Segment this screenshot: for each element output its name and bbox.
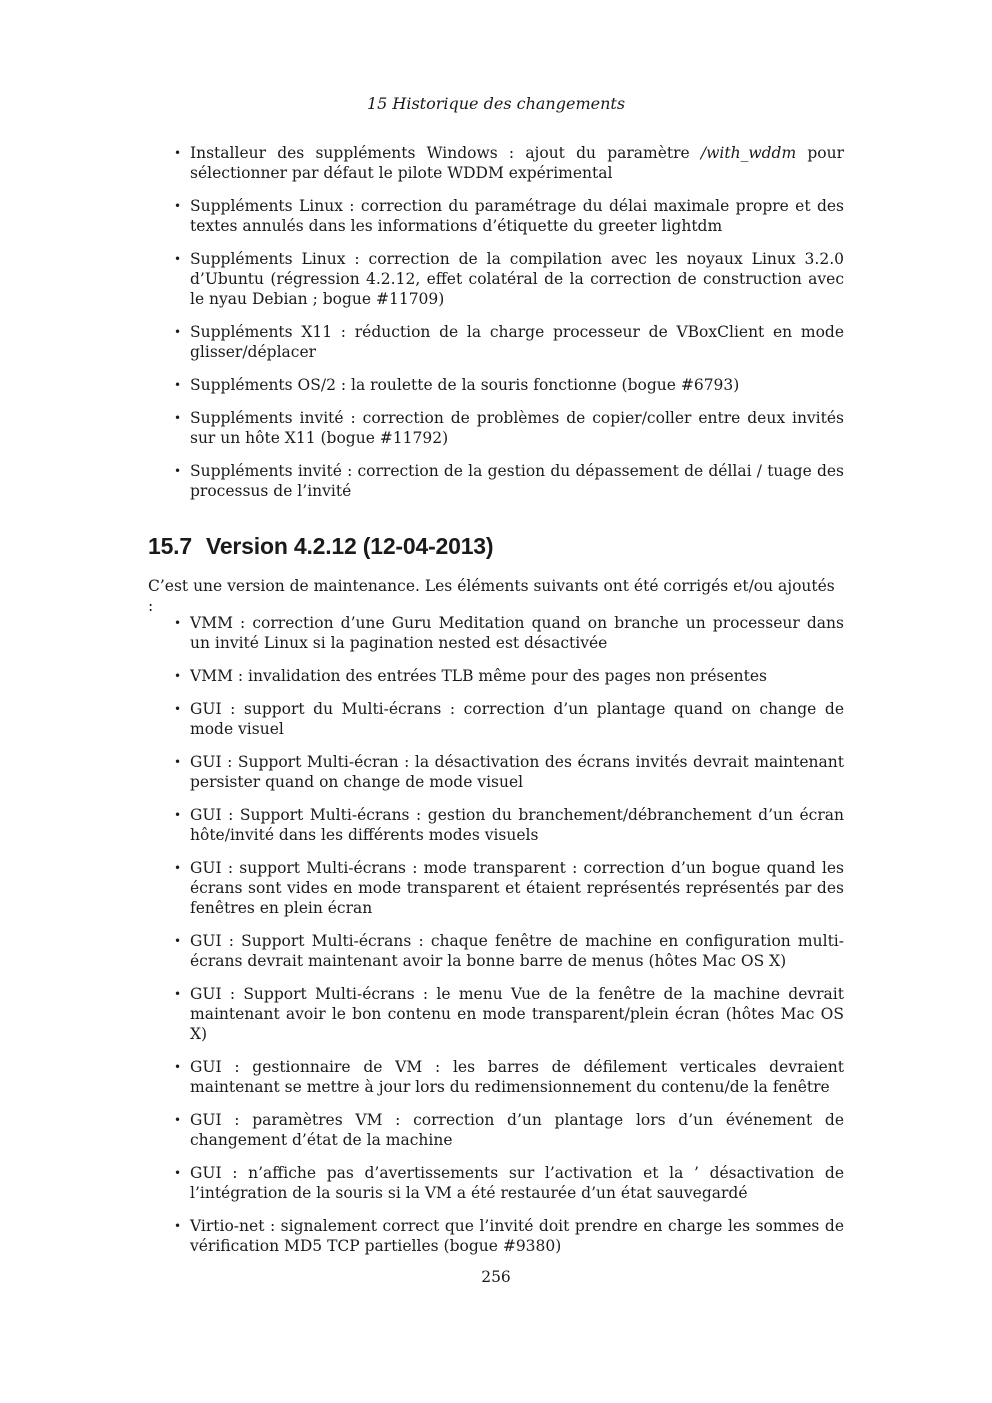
changelog-list-previous-version xyxy=(172,143,844,514)
list-item xyxy=(172,1163,844,1203)
bullet-icon: • xyxy=(174,1113,182,1127)
section-intro: C’est une version de maintenance. Les éléments suivants ont été corrigés et/ou ajoutés : xyxy=(148,577,835,615)
item-text: Suppléments X11 : réduction de la charge processeur de VBoxClient en mode glisser/déplacer xyxy=(190,323,844,361)
list-item xyxy=(172,322,844,362)
list-item xyxy=(172,805,844,845)
item-emphasis: /with_wddm xyxy=(700,144,797,162)
item-text: GUI : n’affiche pas d’avertissements sur l’activation et la ’ désactivation de l’intégration de la souris si la VM a été restaurée d’un état sauvegardé xyxy=(190,1164,844,1202)
item-text: Suppléments invité : correction de la gestion du dépassement de déllai / tuage des processus de l’invité xyxy=(190,462,844,500)
item-text: VMM : correction d’une Guru Meditation quand on branche un processeur dans un invité Linux si la pagination nested est désactivée xyxy=(190,614,844,652)
item-text: GUI : Support Multi-écrans : gestion du branchement/débranchement d’un écran hôte/invité dans les différents modes visuels xyxy=(190,806,844,844)
list-item xyxy=(172,1216,844,1256)
bullet-icon: • xyxy=(174,987,182,1001)
item-text: Suppléments Linux : correction de la compilation avec les noyaux Linux 3.2.0 d’Ubuntu (régression 4.2.12, effet colatéral de la correction de construction avec le nyau Debian ; bogue #11709) xyxy=(190,250,844,308)
item-text: Suppléments OS/2 : la roulette de la souris fonctionne (bogue #6793) xyxy=(190,376,740,394)
list-item xyxy=(172,1057,844,1097)
bullet-icon: • xyxy=(174,378,182,392)
item-text: VMM : invalidation des entrées TLB même pour des pages non présentes xyxy=(190,667,767,685)
list-item xyxy=(172,931,844,971)
item-text: GUI : support Multi-écrans : mode transparent : correction d’un bogue quand les écrans sont vides en mode transparent et étaient représentés représentés par des fenêtres en plein écran xyxy=(190,859,844,917)
bullet-icon: • xyxy=(174,669,182,683)
list-item xyxy=(172,699,844,739)
bullet-icon: • xyxy=(174,1060,182,1074)
list-item xyxy=(172,408,844,448)
bullet-icon: • xyxy=(174,702,182,716)
item-text: GUI : gestionnaire de VM : les barres de défilement verticales devraient maintenant se mettre à jour lors du redimensionnement du contenu/de la fenêtre xyxy=(190,1058,844,1096)
changelog-list-4-2-12 xyxy=(172,613,844,1269)
item-text: Virtio-net : signalement correct que l’invité doit prendre en charge les sommes de vérification MD5 TCP partielles (bogue #9380) xyxy=(190,1217,844,1255)
list-item xyxy=(172,984,844,1044)
bullet-icon: • xyxy=(174,861,182,875)
item-text: pour sélectionner par défaut le pilote WDDM expérimental xyxy=(190,144,844,182)
bullet-icon: • xyxy=(174,616,182,630)
bullet-icon: • xyxy=(174,325,182,339)
bullet-icon: • xyxy=(174,464,182,478)
bullet-icon: • xyxy=(174,1166,182,1180)
item-text: GUI : paramètres VM : correction d’un plantage lors d’un événement de changement d’état de la machine xyxy=(190,1111,844,1149)
list-item xyxy=(172,1110,844,1150)
bullet-icon: • xyxy=(174,252,182,266)
section-number: 15.7 xyxy=(148,533,192,559)
item-text: GUI : Support Multi-écrans : chaque fenêtre de machine en configuration multi-écrans devrait maintenant avoir la bonne barre de menus (hôtes Mac OS X) xyxy=(190,932,844,970)
list-item xyxy=(172,375,844,395)
item-text: GUI : support du Multi-écrans : correction d’un plantage quand on change de mode visuel xyxy=(190,700,844,738)
list-item xyxy=(172,196,844,236)
list-item xyxy=(172,461,844,501)
bullet-icon: • xyxy=(174,146,182,160)
section-heading xyxy=(148,531,493,561)
bullet-icon: • xyxy=(174,934,182,948)
list-item xyxy=(172,666,844,686)
section-title-text: Version 4.2.12 (12-04-2013) xyxy=(205,533,494,559)
list-item xyxy=(172,143,844,183)
list-item xyxy=(172,752,844,792)
list-item xyxy=(172,249,844,309)
running-header: 15 Historique des changements xyxy=(366,94,626,113)
list-item xyxy=(172,858,844,918)
list-item xyxy=(172,613,844,653)
bullet-icon: • xyxy=(174,411,182,425)
item-text: Suppléments Linux : correction du paramétrage du délai maximale propre et des textes annulés dans les informations d’étiquette du greeter lightdm xyxy=(190,197,844,235)
bullet-icon: • xyxy=(174,1219,182,1233)
bullet-icon: • xyxy=(174,199,182,213)
item-text: Suppléments invité : correction de problèmes de copier/coller entre deux invités sur un hôte X11 (bogue #11792) xyxy=(190,409,844,447)
bullet-icon: • xyxy=(174,755,182,769)
item-text: GUI : Support Multi-écran : la désactivation des écrans invités devrait maintenant persister quand on change de mode visuel xyxy=(190,753,844,791)
item-text: GUI : Support Multi-écrans : le menu Vue de la fenêtre de la machine devrait maintenant avoir le bon contenu en mode transparent/plein écran (hôtes Mac OS X) xyxy=(190,985,844,1043)
bullet-icon: • xyxy=(174,808,182,822)
item-text: Installeur des suppléments Windows : ajout du paramètre xyxy=(190,144,701,162)
page-number: 256 xyxy=(481,1268,511,1286)
